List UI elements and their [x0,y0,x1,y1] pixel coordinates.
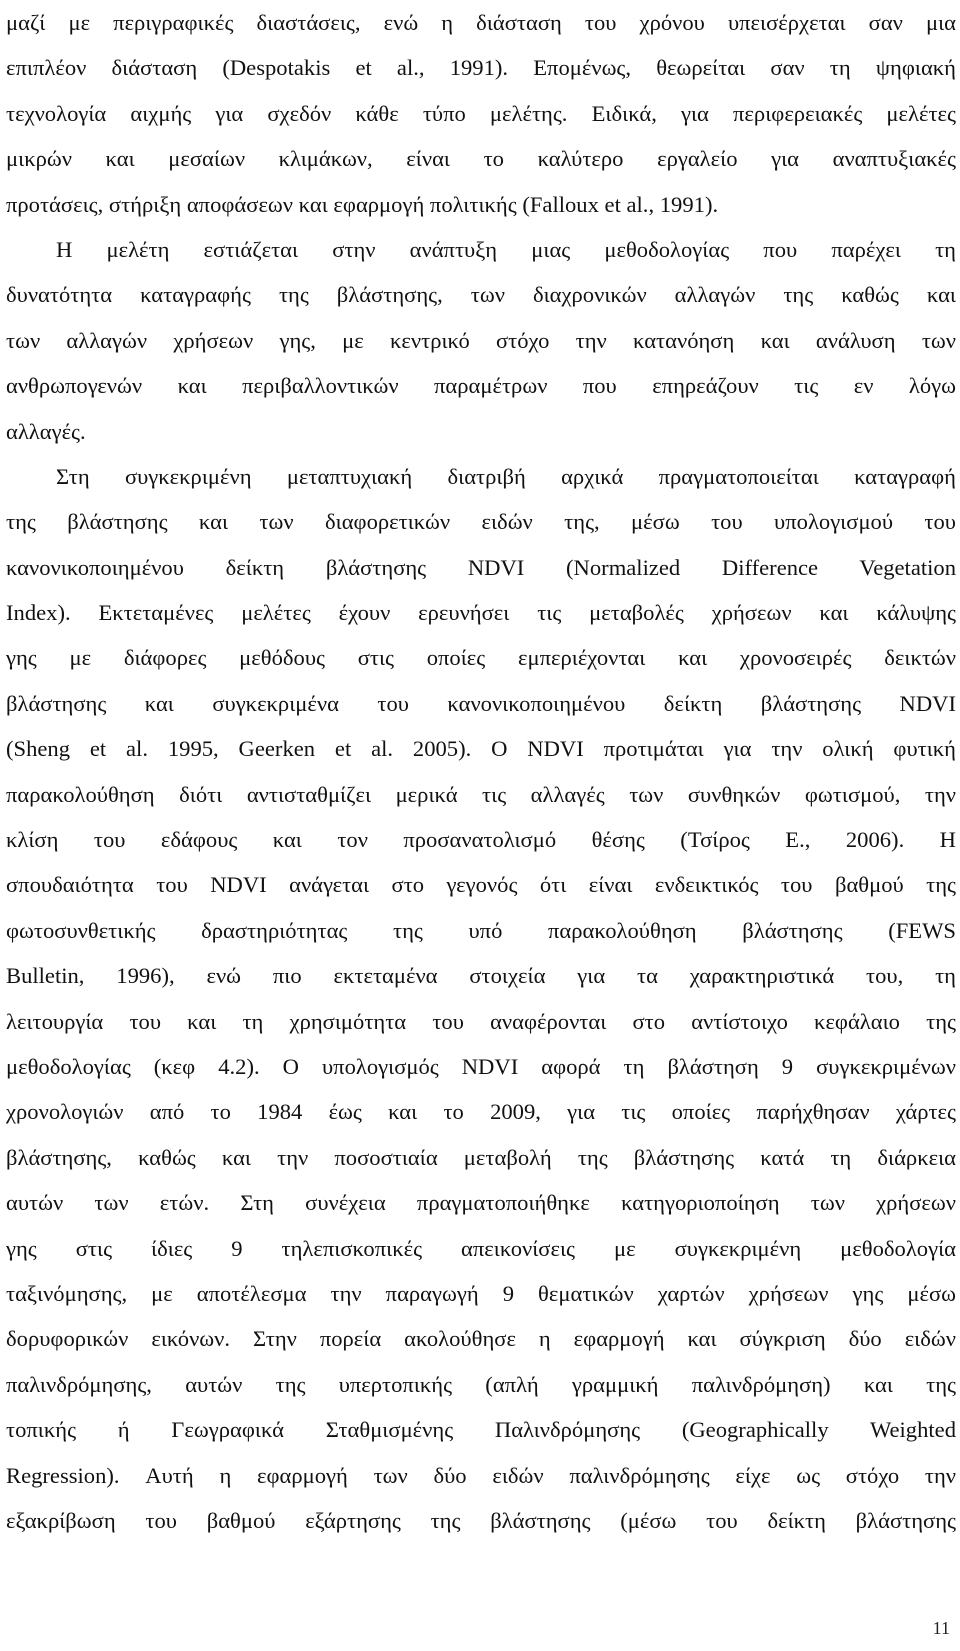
text-line: δυνατότητα καταγραφής της βλάστησης, των διαχρονικών αλλαγών της καθώς και [6,282,956,308]
text-line: αυτών των ετών. Στη συνέχεια πραγματοποιήθηκε κατηγοριοποίηση των χρήσεων [6,1190,956,1216]
text-line: τοπικής ή Γεωγραφικά Σταθμισμένης Παλινδρόμησης (Geographically Weighted [6,1417,956,1443]
text-line: κανονικοποιημένου δείκτη βλάστησης NDVI (Normalized Difference Vegetation [6,554,956,580]
paragraph-2 [6,227,956,454]
text-line: αλλαγές. [6,418,86,444]
text-line: χρονολογιών από το 1984 έως και το 2009, για τις οποίες παρήχθησαν χάρτες [6,1099,956,1125]
text-line: βλάστησης, καθώς και την ποσοστιαία μεταβολή της βλάστησης κατά τη διάρκεια [6,1144,956,1170]
text-line: παλινδρόμησης, αυτών της υπερτοπικής (απλή γραμμική παλινδρόμηση) και της [6,1371,956,1397]
text-line: δορυφορικών εικόνων. Στην πορεία ακολούθησε η εφαρμογή και σύγκριση δύο ειδών [6,1326,956,1352]
text-line: επιπλέον διάσταση (Despotakis et al., 1991). Επομένως, θεωρείται σαν τη ψηφιακή [6,55,956,81]
text-line: Η μελέτη εστιάζεται στην ανάπτυξη μιας μεθοδολογίας που παρέχει τη [56,236,956,262]
text-line: γης στις ίδιες 9 τηλεπισκοπικές απεικονίσεις με συγκεκριμένη μεθοδολογία [6,1235,956,1261]
paragraph-3 [6,454,956,1543]
text-line: μεθοδολογίας (κεφ 4.2). Ο υπολογισμός NDVI αφορά τη βλάστηση 9 συγκεκριμένων [6,1053,956,1079]
text-line: σπουδαιότητα του NDVI ανάγεται στο γεγονός ότι είναι ενδεικτικός του βαθμού της [6,872,956,898]
paragraph-1 [6,0,956,227]
text-line: (Sheng et al. 1995, Geerken et al. 2005). Ο NDVI προτιμάται για την ολική φυτική [6,736,956,762]
text-line: μικρών και μεσαίων κλιμάκων, είναι το καλύτερο εργαλείο για αναπτυξιακές [6,146,956,172]
text-line: γης με διάφορες μεθόδους στις οποίες εμπεριέχονται και χρονοσειρές δεικτών [6,645,956,671]
text-line: Bulletin, 1996), ενώ πιο εκτεταμένα στοιχεία για τα χαρακτηριστικά του, τη [6,963,956,989]
body-text [6,0,956,1543]
text-line: τεχνολογία αιχμής για σχεδόν κάθε τύπο μελέτης. Ειδικά, για περιφερειακές μελέτες [6,100,956,126]
text-line: μαζί με περιγραφικές διαστάσεις, ενώ η διάσταση του χρόνου υπεισέρχεται σαν μια [6,10,956,35]
text-line: ταξινόμησης, με αποτέλεσμα την παραγωγή 9 θεματικών χαρτών χρήσεων γης μέσω [6,1280,956,1306]
text-line: της βλάστησης και των διαφορετικών ειδών της, μέσω του υπολογισμού του [6,509,956,535]
text-line: εξακρίβωση του βαθμού εξάρτησης της βλάστησης (μέσω του δείκτη βλάστησης [6,1507,956,1533]
text-line: κλίση του εδάφους και τον προσανατολισμό θέσης (Τσίρος Ε., 2006). Η [6,827,956,853]
text-line: των αλλαγών χρήσεων γης, με κεντρικό στόχο την κατανόηση και ανάλυση των [6,327,956,353]
text-line: Στη συγκεκριμένη μεταπτυχιακή διατριβή αρχικά πραγματοποιείται καταγραφή [56,463,956,489]
text-line: Index). Εκτεταμένες μελέτες έχουν ερευνήσει τις μεταβολές χρήσεων και κάλυψης [6,600,956,626]
text-line: ανθρωπογενών και περιβαλλοντικών παραμέτρων που επηρεάζουν τις εν λόγω [6,373,956,399]
text-line: βλάστησης και συγκεκριμένα του κανονικοποιημένου δείκτη βλάστησης NDVI [6,690,956,716]
text-line: φωτοσυνθετικής δραστηριότητας της υπό παρακολούθηση βλάστησης (FEWS [6,917,956,943]
text-line: λειτουργία του και τη χρησιμότητα του αναφέρονται στο αντίστοιχο κεφάλαιο της [6,1008,956,1034]
page-number: 11 [932,1618,950,1638]
text-line: παρακολούθηση διότι αντισταθμίζει μερικά τις αλλαγές των συνθηκών φωτισμού, την [6,781,956,807]
text-line: Regression). Αυτή η εφαρμογή των δύο ειδών παλινδρόμησης είχε ως στόχο την [6,1462,956,1488]
text-line: προτάσεις, στήριξη αποφάσεων και εφαρμογή πολιτικής (Falloux et al., 1991). [6,191,719,217]
